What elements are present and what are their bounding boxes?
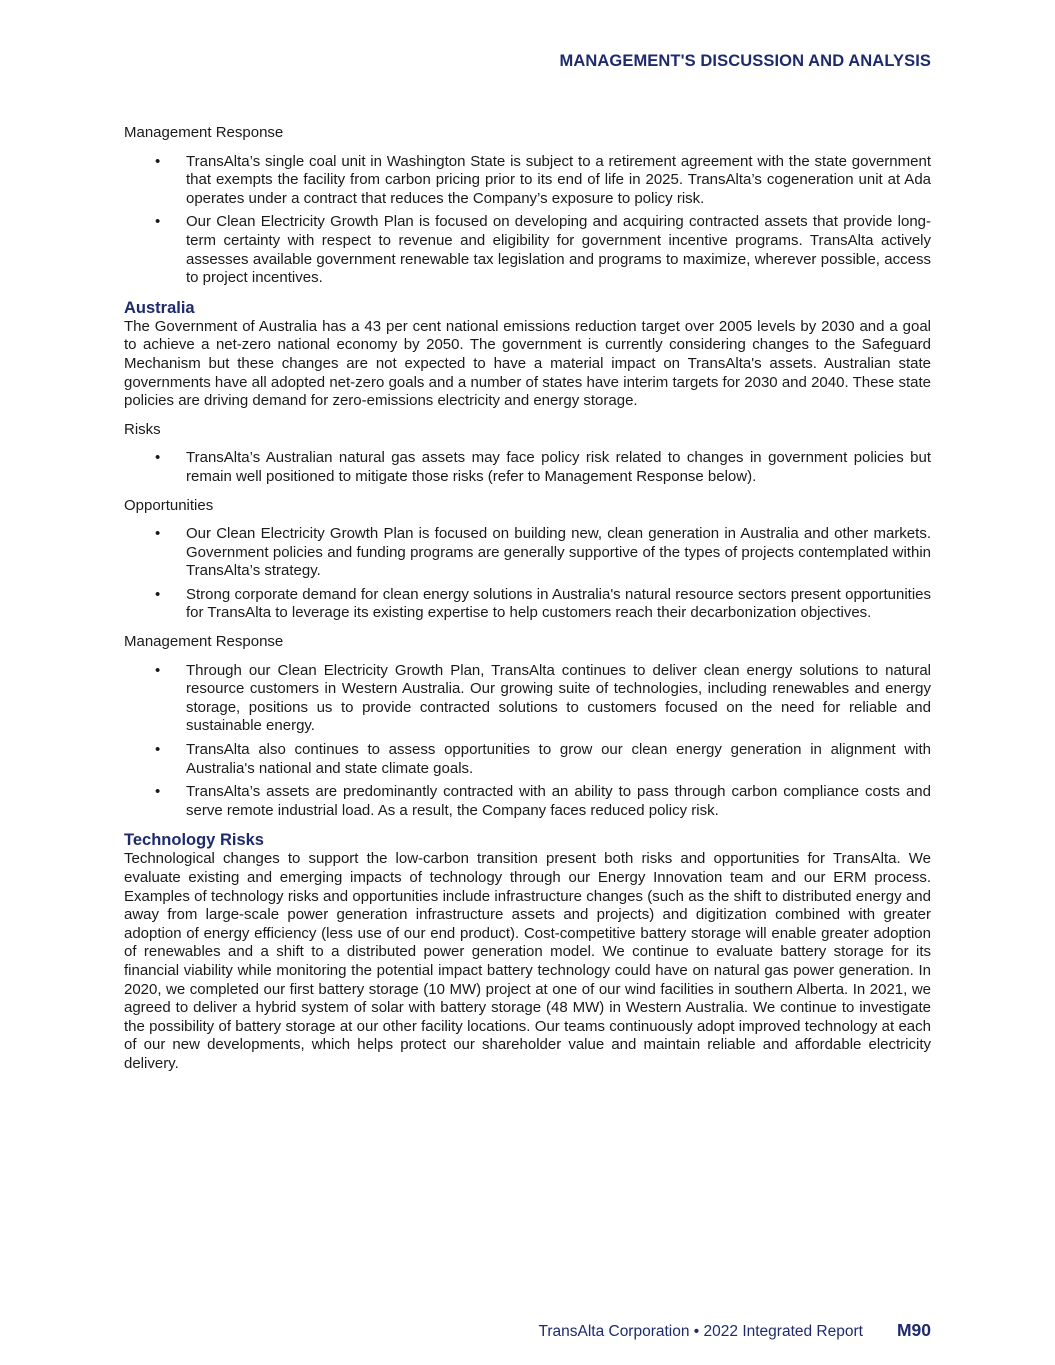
list-item-text: Our Clean Electricity Growth Plan is focused on building new, clean generation in Australia and other markets. Government policies and funding programs are generally supportive of the types of projects contemplated within TransAlta’s strategy.	[186, 525, 931, 580]
bullet-icon: •	[155, 213, 161, 231]
list-item-text: TransAlta’s assets are predominantly contracted with an ability to pass through carbon compliance costs and serve remote industrial load. As a result, the Company faces reduced policy risk.	[186, 783, 931, 819]
page-footer	[538, 1320, 931, 1341]
list-item-text: TransAlta’s single coal unit in Washington State is subject to a retirement agreement with the state government that exempts the facility from carbon pricing prior to its end of life in 2025. TransAlta’s cogeneration unit at Ada operates under a contract that reduces the Company’s exposure to policy risk.	[186, 152, 931, 207]
footer-report-title: TransAlta Corporation • 2022 Integrated Report	[538, 1323, 863, 1340]
list-item	[124, 586, 931, 623]
list-item	[124, 662, 931, 736]
wa-management-response-label: Management Response	[124, 124, 284, 141]
list-item	[124, 783, 931, 820]
australia-risks-list	[124, 449, 931, 486]
australia-management-response-list	[124, 662, 931, 821]
list-item-text: Our Clean Electricity Growth Plan is focused on developing and acquiring contracted assets that provide long-term certainty with respect to revenue and eligibility for government incentive programs. TransAlta actively assesses available government renewable tax legislation and programs to maximize, wherever possible, access to project incentives.	[186, 213, 931, 287]
list-item-text: TransAlta also continues to assess opportunities to grow our clean energy generation in alignment with Australia's national and state climate goals.	[186, 741, 931, 777]
australia-opportunities-label: Opportunities	[124, 496, 214, 514]
list-item	[124, 213, 931, 287]
australia-risks-label: Risks	[124, 420, 161, 438]
list-item	[124, 525, 931, 581]
bullet-icon: •	[155, 661, 161, 679]
bullet-icon: •	[155, 449, 161, 467]
bullet-icon: •	[155, 152, 161, 170]
technology-risks-heading: Technology Risks	[124, 831, 264, 850]
list-item	[124, 741, 931, 778]
australia-management-response-label: Management Response	[124, 633, 284, 651]
page-number: M90	[896, 1320, 931, 1340]
bullet-icon: •	[155, 585, 161, 603]
australia-paragraph: The Government of Australia has a 43 per cent national emissions reduction target over 2005 levels by 2030 and a goal to achieve a net-zero national economy by 2050. The government is currently considering changes to the Safeguard Mechanism but these changes are not expected to have a material impact on TransAlta's assets. Australian state governments have all adopted net-zero goals and a number of states have interim targets for 2030 and 2040. These state policies are driving demand for zero-emissions electricity and energy storage.	[124, 317, 931, 410]
list-item-text: Strong corporate demand for clean energy solutions in Australia's natural resource sectors present opportunities for TransAlta to leverage its existing expertise to help customers reach their decarbonization objectives.	[186, 585, 931, 622]
list-item-text: TransAlta’s Australian natural gas assets may face policy risk related to changes in government policies but remain well positioned to mitigate those risks (refer to Management Response below).	[186, 449, 931, 485]
wa-management-response-list	[124, 153, 931, 288]
document-body	[124, 124, 931, 1084]
list-item	[124, 449, 931, 486]
list-item-text: Through our Clean Electricity Growth Plan, TransAlta continues to deliver clean energy solutions to natural resource customers in Western Australia. Our growing suite of technologies, including renewables and energy storage, positions us to provide contracted solutions to customers focused on the need for reliable and sustainable energy.	[186, 661, 931, 735]
australia-heading: Australia	[124, 298, 195, 317]
list-item	[124, 153, 931, 209]
bullet-icon: •	[155, 525, 161, 543]
bullet-icon: •	[155, 741, 161, 759]
page-header-title: MANAGEMENT'S DISCUSSION AND ANALYSIS	[559, 52, 931, 70]
technology-risks-paragraph: Technological changes to support the low-carbon transition present both risks and opportunities for TransAlta. We evaluate existing and emerging impacts of technology through our Energy Innovation team and our ERM process. Examples of technology risks and opportunities include infrastructure changes (such as the shift to distributed energy and away from large-scale power generation infrastructure assets and projects) and digitization combined with greater adoption of energy efficiency (less use of our end product). Cost-competitive battery storage will enable greater adoption of renewables and a shift to a distributed power generation model. We continue to evaluate battery storage for its financial viability while monitoring the potential impact battery technology could have on natural gas power generation. In 2020, we completed our first battery storage (10 MW) project at one of our wind facilities in southern Alberta. In 2021, we agreed to deliver a hybrid system of solar with battery storage (48 MW) in Western Australia. We continue to investigate the possibility of battery storage at our other facility locations. Our teams continuously adopt improved technology at each of our new developments, which helps protect our shareholder value and maintain reliable and affordable electricity delivery.	[124, 850, 931, 1072]
australia-opportunities-list	[124, 525, 931, 623]
bullet-icon: •	[155, 783, 161, 801]
